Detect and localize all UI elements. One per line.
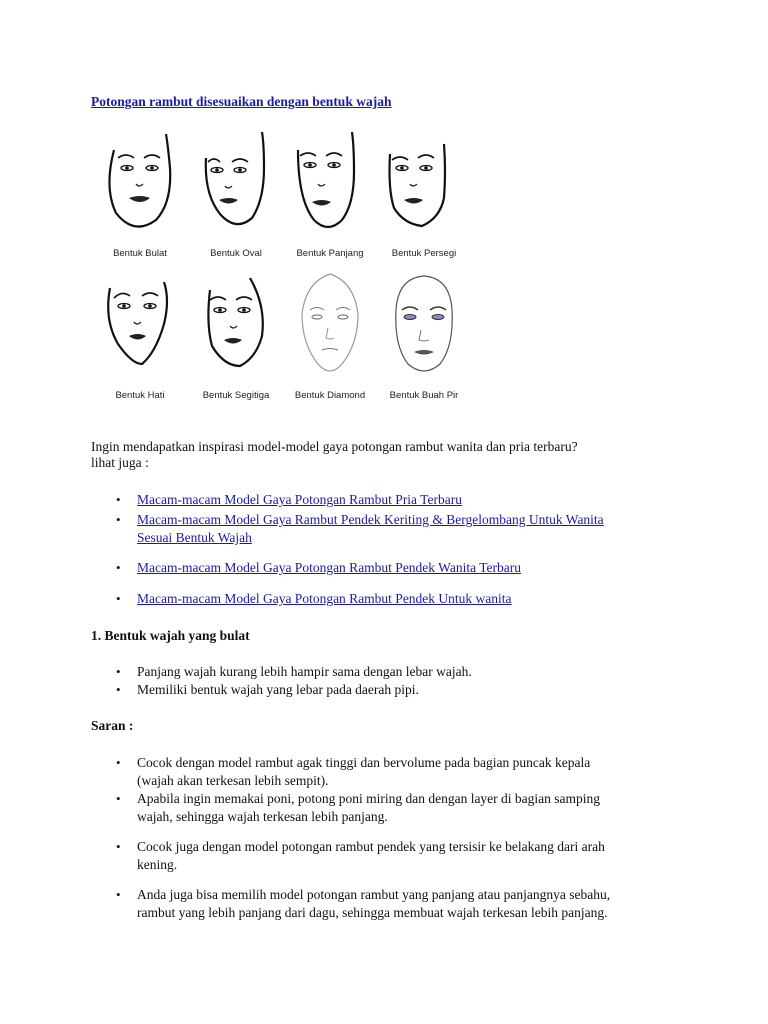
characteristics-list xyxy=(91,663,711,699)
intro-line-2: lihat juga : xyxy=(91,455,149,470)
face-square xyxy=(378,128,470,268)
related-link-2[interactable]: Macam-macam Model Gaya Rambut Pendek Keriting & Bergelombang Untuk Wanita xyxy=(137,512,604,527)
title-link[interactable]: Potongan rambut disesuaikan dengan bentuk wajah xyxy=(91,94,392,109)
intro-line-1: Ingin mendapatkan inspirasi model-model gaya potongan rambut wanita dan pria terbaru? xyxy=(91,439,578,454)
related-link-1[interactable]: Macam-macam Model Gaya Potongan Rambut Pria Terbaru xyxy=(137,492,462,507)
saran-3-line-1: Cocok juga dengan model potongan rambut pendek yang tersisir ke belakang dari arah xyxy=(137,839,605,854)
related-link-3[interactable]: Macam-macam Model Gaya Potongan Rambut Pendek Wanita Terbaru xyxy=(137,560,521,575)
face-label: Bentuk Persegi xyxy=(391,248,457,259)
related-link-4[interactable]: Macam-macam Model Gaya Potongan Rambut Pendek Untuk wanita xyxy=(137,591,512,606)
list-item: • Panjang wajah kurang lebih hampir sama dengan lebar wajah. xyxy=(91,663,711,681)
saran-4-line-2: rambut yang lebih panjang dari dagu, sehingga membuat wajah terkesan lebih panjang. xyxy=(137,905,608,920)
round-face-icon xyxy=(94,128,186,248)
list-item xyxy=(91,491,711,509)
intro-text xyxy=(91,439,691,471)
square-face-icon xyxy=(378,128,470,248)
face-oval xyxy=(190,128,282,268)
saran-4-line-1: Anda juga bisa memilih model potongan rambut yang panjang atau panjangnya sebahu, xyxy=(137,887,611,902)
face-long xyxy=(284,128,376,268)
diamond-face-icon xyxy=(284,270,376,390)
pear-face-icon xyxy=(378,270,470,390)
list-item xyxy=(91,511,711,547)
section-heading: 1. Bentuk wajah yang bulat xyxy=(91,628,250,643)
saran-1-line-1: Cocok dengan model rambut agak tinggi dan bervolume pada bagian puncak kepala xyxy=(137,755,591,770)
related-link-2-cont[interactable]: Sesuai Bentuk Wajah xyxy=(137,530,252,545)
face-label: Bentuk Bulat xyxy=(113,248,167,259)
face-label: Bentuk Hati xyxy=(115,390,165,401)
saran-2-line-1: Apabila ingin memakai poni, potong poni miring dan dengan layer di bagian samping xyxy=(137,791,601,806)
list-item xyxy=(91,886,731,922)
saran-heading: Saran : xyxy=(91,718,134,733)
face-label: Bentuk Buah Pir xyxy=(389,390,459,401)
related-links-list xyxy=(91,491,711,608)
list-item: • Memiliki bentuk wajah yang lebar pada daerah pipi. xyxy=(91,681,711,699)
saran-list xyxy=(91,754,731,922)
face-label: Bentuk Oval xyxy=(210,248,262,259)
face-diamond xyxy=(284,270,376,410)
long-face-icon xyxy=(284,128,376,248)
saran-1-line-2: (wajah akan terkesan lebih sempit). xyxy=(137,773,329,788)
list-item xyxy=(91,590,711,608)
list-item xyxy=(91,559,711,577)
triangle-face-icon xyxy=(190,270,282,390)
list-item xyxy=(91,838,731,874)
face-label: Bentuk Diamond xyxy=(294,390,366,401)
face-label: Bentuk Panjang xyxy=(296,248,364,259)
face-label: Bentuk Segitiga xyxy=(202,390,270,401)
oval-face-icon xyxy=(190,128,282,248)
list-item xyxy=(91,754,731,790)
list-item xyxy=(91,790,731,826)
saran-3-line-2: kening. xyxy=(137,857,178,872)
face-pear xyxy=(378,270,470,410)
face-round xyxy=(94,128,186,268)
saran-2-line-2: wajah, sehingga wajah terkesan lebih panjang. xyxy=(137,809,388,824)
heart-face-icon xyxy=(94,270,186,390)
face-triangle xyxy=(190,270,282,410)
face-shapes-figure xyxy=(92,128,472,410)
face-heart xyxy=(94,270,186,410)
